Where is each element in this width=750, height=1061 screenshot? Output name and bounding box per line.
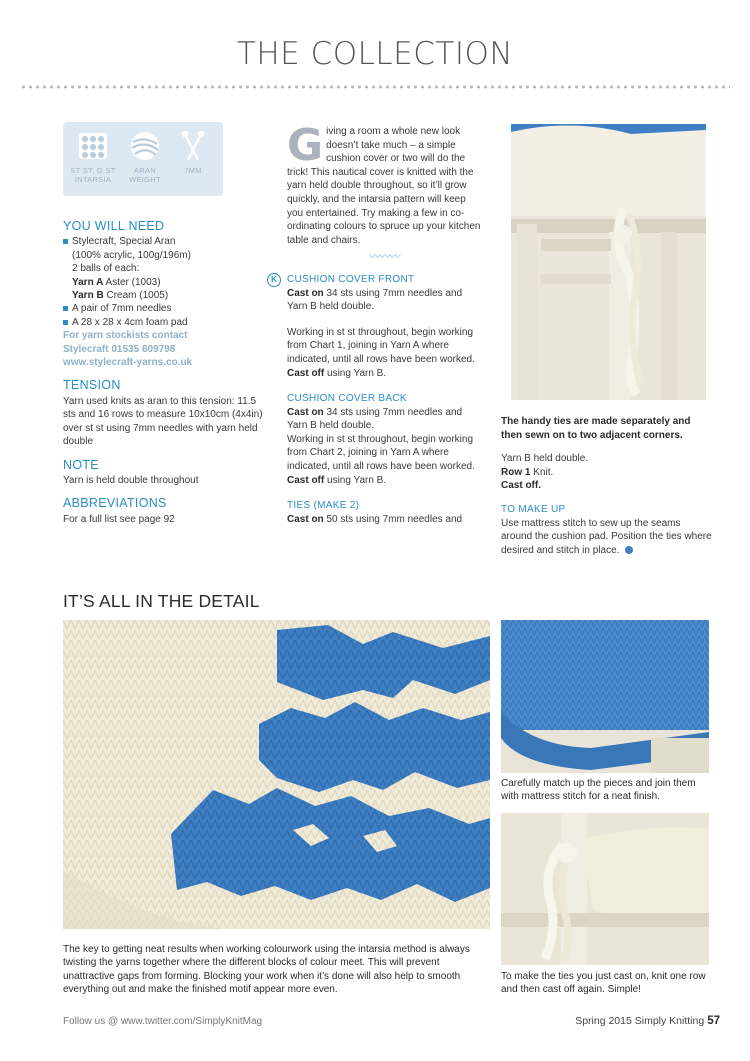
tie-caption: The handy ties are made separately and then sewn on to two adjacent corners. [501,416,691,441]
list-item: A 28 x 28 x 4cm foam pad [63,316,263,329]
page-number: 57 [707,1015,720,1027]
chair-tie-photo [511,124,706,400]
mattress-stitch-photo [501,620,709,773]
materials-column [63,220,263,536]
spec-label: ARAN WEIGHT [129,166,161,184]
front-section: K CUSHION COVER FRONT Cast on 34 sts using 7mm needles and Yarn B held double. Working in st st throughout, begin working from Chart 1, joining in Yarn A where indicated, until all rows have been worked. Cast off using Yarn B. [287,273,482,380]
knit-badge-icon: K [267,273,281,287]
detail-heading: IT’S ALL IN THE DETAIL [63,591,260,611]
tension-heading: TENSION [63,378,121,393]
cast-off-tie-caption: To make the ties you just cast on, knit one row and then cast off again. Simple! [501,971,706,996]
you-will-need-heading: YOU WILL NEED [63,219,165,233]
make-up-text: Use mattress stitch to sew up the seams around the cushion pad. Position the ties where desired and stitch in place. [501,517,712,556]
note-text: Yarn is held double throughout [63,474,199,486]
abbreviations-section [63,497,263,526]
twitter-follow-link[interactable]: Follow us @ www.twitter.com/SimplyKnitMag [63,1016,263,1027]
pattern-column [271,120,482,526]
tie-instructions: Yarn B held double. Row 1 Knit. Cast off. [501,453,589,492]
making-column [501,415,713,557]
abbreviations-text: For a full list see page 92 [63,513,175,525]
folio [575,1015,720,1027]
spec-label: 7MM [184,166,202,175]
page-title: THE COLLECTION [236,36,514,72]
stitch-swatch-icon [76,130,110,162]
stockist-link[interactable]: www.stylecraft-yarns.co.uk [63,357,193,369]
intarsia-closeup-photo [63,620,490,929]
spec-needles [167,130,219,175]
list-item: Stylecraft, Special Aran (100% acrylic, 100g/196m) 2 balls of each: Yarn A Aster (1003) Yarn B Cream (1005) [63,235,263,302]
back-section: CUSHION COVER BACK Cast on 34 sts using 7mm needles and Yarn B held double. Working in st st throughout, begin working from Chart 2, joining in Yarn A where indicated, until all rows have been worked. Cast off using Yarn B. [287,392,482,487]
note-section [63,459,263,488]
tension-text: Yarn used knits as aran to this tension: 11.5 sts and 16 rows to measure 10x10cm (4x4in) over st st using 7mm needles with yarn held double [63,395,263,448]
yarn-ball-icon [128,130,162,162]
stockist-contact: For yarn stockists contact Stylecraft 01535 609798 www.stylecraft-yarns.co.uk [63,330,193,369]
intro-paragraph: Giving a room a whole new look doesn’t take much – a simple cushion cover or two will do the trick! This nautical cover is knitted with the yarn held double throughout, so it’ll grow quickly, and the intarsia pattern will keep you entertained. Try making a few in co-ordinating colours to spruce up your kitchen table and chairs. [287,120,481,246]
spec-label: ST ST, G ST INTARSIA [70,166,116,184]
cast-off-tie-photo [501,813,709,965]
needles-icon [176,130,210,162]
end-mark-icon [625,546,633,554]
wave-ornament-icon: 〰〰〰 [369,251,400,264]
you-will-need-section [63,220,263,369]
spec-stitch [67,130,119,184]
drop-cap: G [287,120,324,171]
mattress-stitch-caption: Carefully match up the pieces and join them with mattress stitch for a neat finish. [501,778,696,803]
note-heading: NOTE [63,457,99,472]
make-up-heading: TO MAKE UP [501,503,566,515]
issue-label: Spring 2015 Simply Knitting [575,1015,705,1027]
spec-weight [119,130,171,184]
back-heading: CUSHION COVER BACK [287,393,407,405]
tension-section [63,379,263,448]
front-heading: CUSHION COVER FRONT [287,273,415,285]
dotted-divider [20,84,730,90]
make-up-section [501,503,713,557]
list-item: A pair of 7mm needles [63,302,263,315]
ties-section: TIES (MAKE 2) Cast on 50 sts using 7mm needles and [287,499,482,526]
intarsia-caption: The key to getting neat results when working colourwork using the intarsia method is always twisting the yarns together where the different blocks of colour meet. This will prevent unattractive gaps from forming. Blocking your work when it’s done will also help to smooth everything out and make the finished motif appear more even. [63,944,470,996]
ties-heading: TIES (MAKE 2) [287,500,360,512]
spec-panel [63,122,223,196]
abbreviations-heading: ABBREVIATIONS [63,496,167,511]
